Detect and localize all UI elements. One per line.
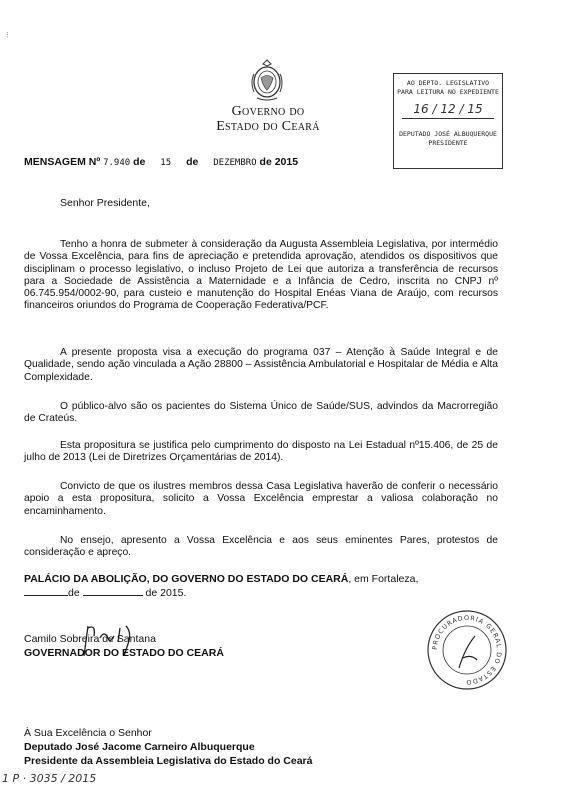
corner-mark: ⁝ bbox=[6, 30, 9, 40]
paragraph-6: No ensejo, apresento a Vossa Excelência e aos seus eminentes Pares, protestos de consideração e apreço. bbox=[24, 535, 498, 559]
addressee-line1: À Sua Excelência o Senhor bbox=[24, 727, 152, 739]
government-line2: Estado do Ceará bbox=[216, 119, 320, 134]
addressee-line3: Presidente da Assembleia Legislativa do Estado do Ceará bbox=[24, 755, 313, 767]
paragraph-1: Tenho a honra de submeter à consideração da Augusta Assembleia Legislativa, por intermédio de Vossa Excelência, para fins de apreciação e pretendida aprovação, atendidos os dispositivos que disciplinam o processo legislativo, o incluso Projeto de Lei que autoriza a transferência de recursos para a Sociedade de Assistência a Maternidade e a Infância de Cedro, inscrita no CNPJ nº 06.745.954/0002-90, para custeio e manutenção do Hospital Enéas Viana de Araújo, com recursos financeiros oriundos do Programa de Cooperação Federativa/PCF. bbox=[24, 239, 498, 312]
message-line bbox=[24, 156, 298, 168]
closing-city: , em Fortaleza, bbox=[348, 573, 419, 585]
stamp-date: 16 / 12 / 15 bbox=[413, 102, 483, 116]
paragraph-5: Convicto de que os ilustres membros dessa Casa Legislativa haverão de conferir o necessário apoio a esta propositura, solicito a Vossa Excelência emprestar a valiosa colaboração no encaminhamento. bbox=[24, 481, 498, 517]
message-de2: de bbox=[186, 156, 199, 168]
stamp-line1: AO DEPTO. LEGISLATIVO bbox=[406, 79, 490, 87]
stamp-line4: PRESIDENTE bbox=[428, 139, 468, 147]
protocol-note: 1 P · 3035 / 2015 bbox=[2, 772, 97, 785]
month-blank bbox=[83, 586, 143, 596]
coat-of-arms-icon bbox=[247, 58, 287, 102]
signer-name: Camilo Sobreira de Santana bbox=[24, 633, 156, 645]
message-label: MENSAGEM Nº bbox=[24, 156, 101, 168]
message-de3: de bbox=[259, 156, 272, 168]
day-blank bbox=[24, 586, 68, 596]
stamp-line3: DEPUTADO JOSÉ ALBUQUERQUE bbox=[399, 130, 497, 138]
procuradoria-seal bbox=[425, 608, 509, 692]
message-day: 15 bbox=[160, 158, 172, 168]
message-number: 7.940 bbox=[103, 158, 131, 168]
government-line1: Governo do bbox=[231, 104, 305, 119]
closing-line bbox=[24, 573, 504, 600]
message-de1: de bbox=[133, 156, 146, 168]
message-month: DEZEMBRO bbox=[213, 158, 257, 168]
salutation: Senhor Presidente, bbox=[60, 197, 150, 209]
signer-role: GOVERNADOR DO ESTADO DO CEARÁ bbox=[24, 647, 224, 659]
closing-palace: PALÁCIO DA ABOLIÇÃO, DO GOVERNO DO ESTADO DO CEARÁ bbox=[24, 573, 349, 585]
closing-year: de 2015. bbox=[145, 587, 187, 599]
stamp-divider bbox=[402, 118, 494, 119]
paragraph-4: Esta propositura se justifica pelo cumprimento do disposto na Lei Estadual nº15.406, de 25 de julho de 2013 (Lei de Diretrizes Orçamentárias de 2014). bbox=[24, 440, 498, 464]
svg-text:PROCURADORIA GERAL DO ESTADO: PROCURADORIA GERAL DO ESTADO bbox=[430, 613, 504, 687]
paragraph-2: A presente proposta visa a execução do programa 037 – Atenção à Saúde Integral e de Qualidade, sendo ação vinculada a Ação 28800 – Assistência Ambulatorial e Hospitalar de Média e Alta Complexidade. bbox=[24, 347, 498, 383]
paragraph-3: O público-alvo são os pacientes do Sistema Único de Saúde/SUS, advindos da Macrorregião de Crateús. bbox=[24, 401, 498, 425]
addressee-line2: Deputado José Jacome Carneiro Albuquerque bbox=[24, 741, 255, 753]
reception-stamp bbox=[393, 73, 503, 169]
closing-de1: de bbox=[68, 587, 80, 599]
stamp-line2: PARA LEITURA NO EXPEDIENTE bbox=[397, 88, 499, 96]
message-year: 2015 bbox=[274, 156, 299, 168]
